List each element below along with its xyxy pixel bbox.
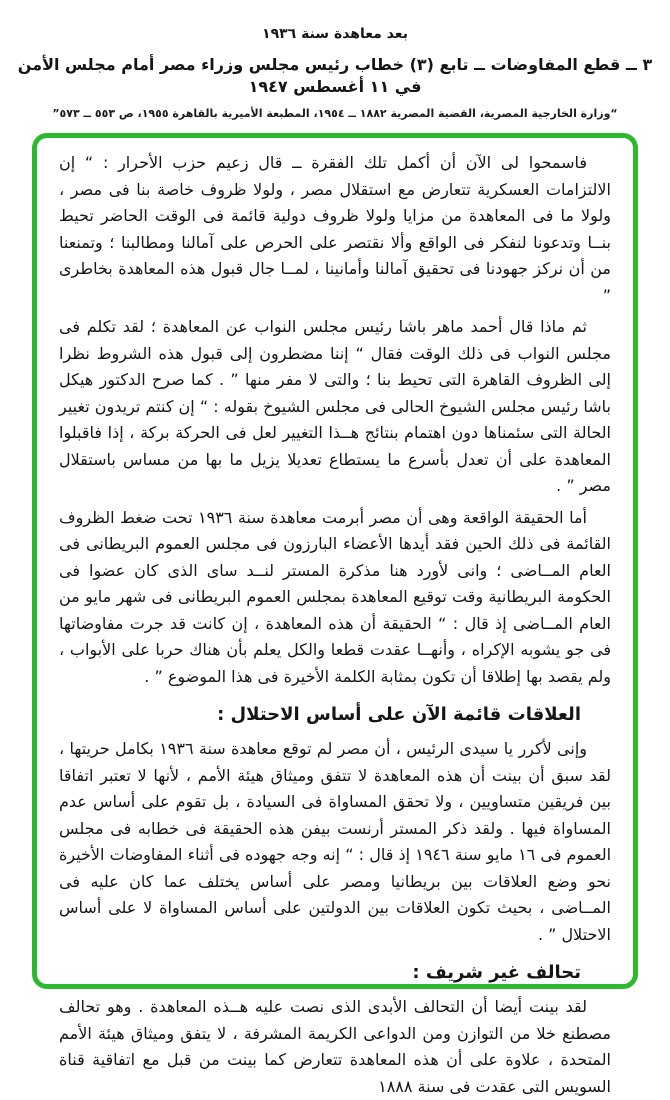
- paragraph-ahmed-maher-quote: ثم ماذا قال أحمد ماهر باشا رئيس مجلس النواب عن المعاهدة ؛ لقد تكلم فى مجلس النواب فى ذلك الوقت فقال “ إننا مضطرون إلى قبول هذه الشروط نظرا إلى الظروف القاهرة التى تحيط بنا ؛ والتى لا مفر منها ” . كما صرح الدكتور هيكل باشا رئيس مجلس الشيوخ الحالى فى مجلس الشيوخ بقوله : “ إن كنتم تريدون تغيير الحالة التى سئمناها دون اهتمام بنتائج هــذا التغيير لعل فى الحركة بركة ، إذا فاقبلوا المعاهدة على أن تعدل بأسرع ما يستطاع تعديلا يزيل ما بها من مساس باستقلال مصر ” .: [59, 317, 611, 495]
- page-title: ٣ ــ قطع المفاوضات ــ تابع (٣) خطاب رئيس مجلس وزراء مصر أمام مجلس الأمن في ١١ أغسطس ١٩٤٧: [17, 55, 653, 96]
- paragraph-liberal-leader-quote: فاسمحوا لى الآن أن أكمل تلك الفقرة ــ قال زعيم حزب الأحرار : “ إن الالتزامات العسكرية تتعارض مع استقلال مصر ، ولولا ظروف خاصة بنا فى مصر ، ولولا ما فى المعاهدة من مزايا ولولا ظروف دولية قائمة فى الوقت الحاضر تحيط بنــا وتدعونا لنفكر فى الواقع وألا نقتصر على الحرص على آمالنا ومطالبنا ؛ وتمنعنا من أن نركز جهودنا فى تحقيق آمالنا وأمانينا ، لمــا جال قبول هذه المعاهدة بخاطرى ”: [59, 153, 611, 305]
- highlight-frame: [32, 133, 638, 1096]
- document-header: [0, 0, 670, 120]
- paragraph-equality-bevin-quote: وإنى لأكرر يا سيدى الرئيس ، أن مصر لم توقع معاهدة سنة ١٩٣٦ بكامل حريتها ، لقد سبق أن بينت أن هذه المعاهدة لا تتفق وميثاق هيئة الأمم ، لأنها لا تعتبر اتفاقا بين فريقين متساويين ، ولا تحقق المساواة فى السيادة ، بل تقوم على أساس عدم المساواة فيها . ولقد ذكر المستر أرنست بيفن هذه الحقيقة فى خطابه فى مجلس العموم فى ١٦ مايو سنة ١٩٤٦ إذ قال : “ إنه وجه جهوده فى أثناء المفاوضات الأخيرة نحو وضع العلاقات بين بريطانيا ومصر على أساس يختلف عما كان عليه فى المــاضى ، بحيث تكون العلاقات بين الدولتين على أساس المساواة لا على أساس الاحتلال ” .: [59, 739, 612, 944]
- paragraph-treaty-circumstances: أما الحقيقة الواقعة وهى أن مصر أبرمت معاهدة سنة ١٩٣٦ تحت ضغط الظروف القائمة فى ذلك الحين فقد أيدها الأعضاء البارزون فى مجلس العموم البريطانى فى العام المــاضى ؛ وانى لأورد هنا مذكرة المستر لنــد ساى الذى كان عضوا فى الحكومة البريطانية وقت توقيع المعاهدة بمجلس العموم البريطانى فى شهر مايو من العام المــاضى إذ قال : “ الحقيقة أن هذه المعاهدة ، إن كانت قد جرت مفاوضاتها فى جو يشوبه الإكراه ، وأنهــا عقدت قطعا والكل يعلم بأن هناك حربا على الأبواب ، ولم يقصد بها إطلاقا أن تكون بمثابة الكلمة الأخيرة فى هذا الموضوع ” .: [59, 507, 611, 686]
- source-citation: “وزارة الخارجية المصرية، القضية المصرية ١٨٨٢ ــ ١٩٥٤، المطبعة الأميرية بالقاهرة ١٩٥٥، ص ٥٥٣ ــ ٥٧٣”: [52, 107, 618, 120]
- section-heading-dishonorable-alliance: تحالف غير شريف :: [412, 962, 581, 983]
- paragraph-eternal-alliance: لقد بينت أيضا أن التحالف الأبدى الذى نصت عليه هــذه المعاهدة . وهو تحالف مصطنع خلا من التوازن ومن الدواعى الكريمة المشرفة ، لا يتفق وميثاق هيئة الأمم المتحدة ، علاوة على أن هذه المعاهدة تتعارض كما بينت من قبل مع اتفاقية قناة السويس التى عقدت فى سنة ١٨٨٨: [59, 997, 611, 1096]
- chapter-supertitle: بعد معاهدة سنة ١٩٣٦: [262, 26, 408, 42]
- section-heading-relations-occupation: العلاقات قائمة الآن على أساس الاحتلال :: [217, 704, 581, 725]
